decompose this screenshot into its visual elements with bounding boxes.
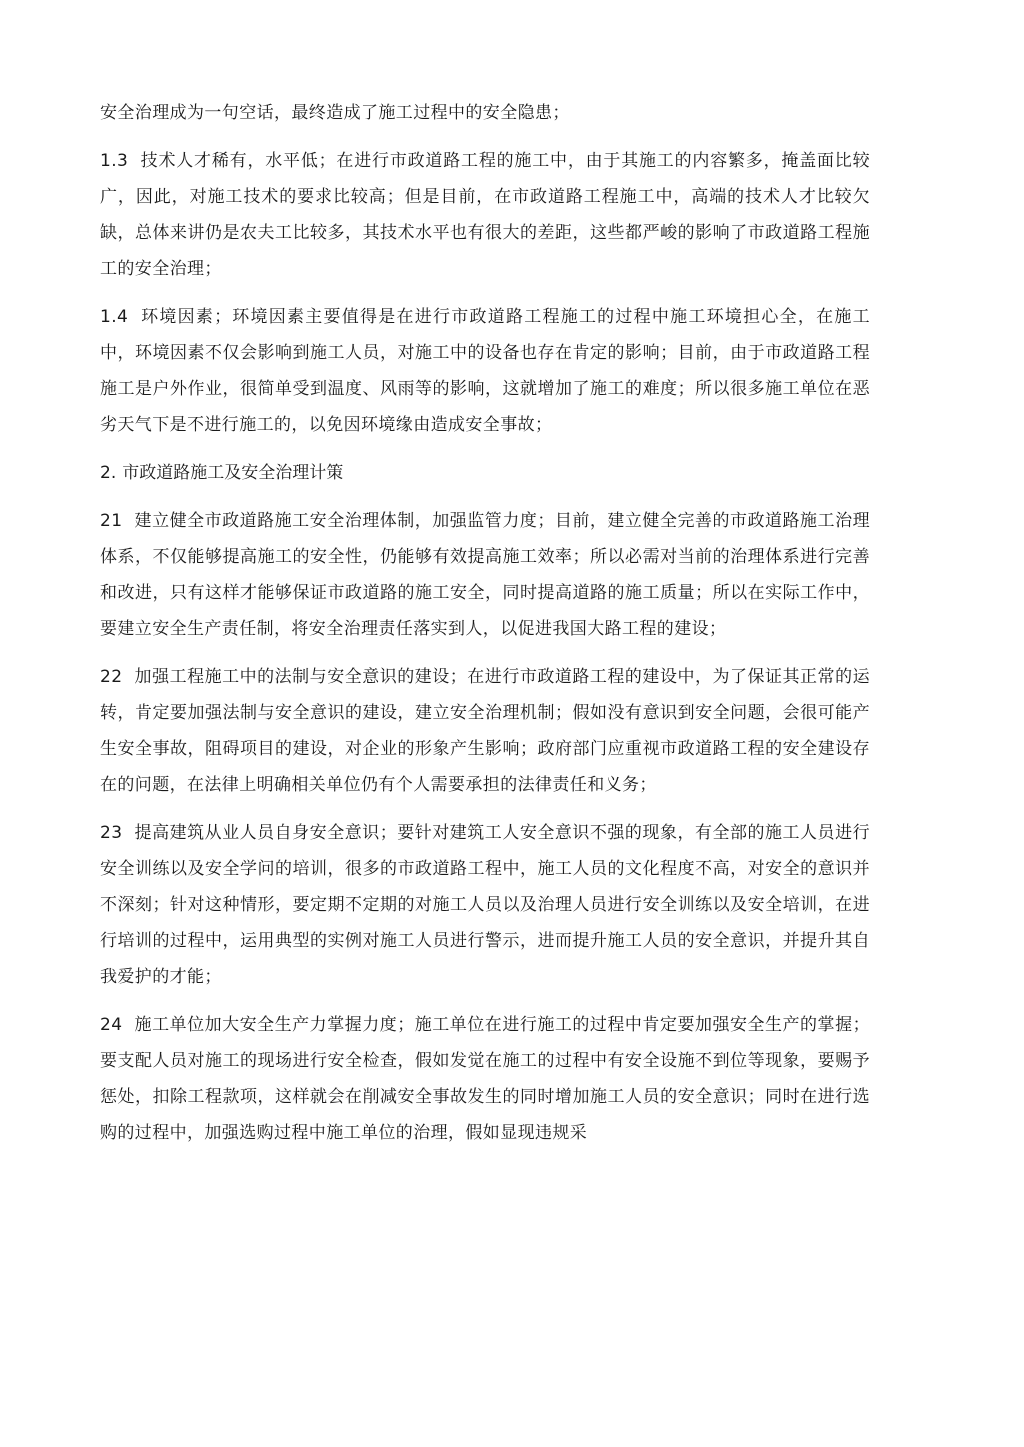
paragraph-2-1	[100, 503, 870, 647]
paragraph-number: 21	[100, 511, 123, 531]
paragraph-text: 环境因素；环境因素主要值得是在进行市政道路工程施工的过程中施工环境担心全，在施工中，环境因素不仅会影响到施工人员，对施工中的设备也存在肯定的影响；目前，由于市政道路工程施工是户外作业，很简单受到温度、风雨等的影响，这就增加了施工的难度；所以很多施工单位在恶劣天气下是不进行施工的，以免因环境缘由造成安全事故；	[100, 307, 870, 435]
paragraph-text: 技术人才稀有，水平低；在进行市政道路工程的施工中，由于其施工的内容繁多，掩盖面比较广，因此，对施工技术的要求比较高；但是目前，在市政道路工程施工中，高端的技术人才比较欠缺，总体来讲仍是农夫工比较多，其技术水平也有很大的差距，这些都严峻的影响了市政道路工程施工的安全治理；	[100, 151, 870, 279]
paragraph-2-2	[100, 659, 870, 803]
paragraph-2-3	[100, 815, 870, 995]
section-number: 2.	[100, 463, 117, 483]
document-page	[100, 95, 870, 1163]
paragraph-1-3	[100, 143, 870, 287]
paragraph-2-4	[100, 1007, 870, 1151]
paragraph-text: 施工单位加大安全生产力掌握力度；施工单位在进行施工的过程中肯定要加强安全生产的掌握；要支配人员对施工的现场进行安全检查，假如发觉在施工的过程中有安全设施不到位等现象，要赐予惩处，扣除工程款项，这样就会在削减安全事故发生的同时增加施工人员的安全意识；同时在进行选购的过程中，加强选购过程中施工单位的治理，假如显现违规采	[100, 1015, 870, 1143]
paragraph-number: 1.3	[100, 151, 129, 171]
paragraph-number: 1.4	[100, 307, 129, 327]
paragraph-continuation	[100, 95, 870, 131]
paragraph-number: 22	[100, 667, 123, 687]
paragraph-text: 建立健全市政道路施工安全治理体制，加强监管力度；目前，建立健全完善的市政道路施工治理体系，不仅能够提高施工的安全性，仍能够有效提高施工效率；所以必需对当前的治理体系进行完善和改进，只有这样才能够保证市政道路的施工安全，同时提高道路的施工质量；所以在实际工作中，要建立安全生产责任制，将安全治理责任落实到人，以促进我国大路工程的建设；	[100, 511, 870, 639]
paragraph-number: 24	[100, 1015, 123, 1035]
paragraph-text: 提高建筑从业人员自身安全意识；要针对建筑工人安全意识不强的现象，有全部的施工人员进行安全训练以及安全学问的培训，很多的市政道路工程中，施工人员的文化程度不高，对安全的意识并不深刻；针对这种情形，要定期不定期的对施工人员以及治理人员进行安全训练以及安全培训，在进行培训的过程中，运用典型的实例对施工人员进行警示，进而提升施工人员的安全意识，并提升其自我爱护的才能；	[100, 823, 870, 987]
paragraph-number: 23	[100, 823, 123, 843]
paragraph-text: 安全治理成为一句空话，最终造成了施工过程中的安全隐患；	[100, 103, 570, 123]
paragraph-1-4	[100, 299, 870, 443]
paragraph-text: 加强工程施工中的法制与安全意识的建设；在进行市政道路工程的建设中，为了保证其正常的运转，肯定要加强法制与安全意识的建设，建立安全治理机制；假如没有意识到安全问题，会很可能产生安全事故，阻碍项目的建设，对企业的形象产生影响；政府部门应重视市政道路工程的安全建设存在的问题，在法律上明确相关单位仍有个人需要承担的法律责任和义务；	[100, 667, 870, 795]
section-title: 市政道路施工及安全治理计策	[122, 463, 344, 483]
section-heading-2	[100, 455, 870, 491]
